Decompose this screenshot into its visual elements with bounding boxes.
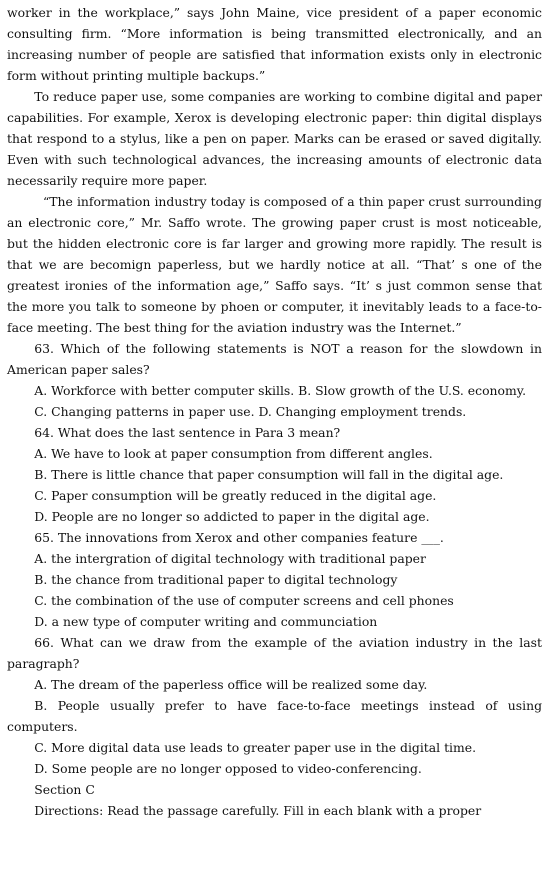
question-option-line: A. We have to look at paper consumption from different angles. [34, 446, 433, 461]
question-option-line: C. the combination of the use of computer screens and cell phones [34, 593, 454, 608]
question-option-line: C. Changing patterns in paper use. D. Changing employment trends. [34, 404, 467, 419]
question-option-line: D. a new type of computer writing and communciation [34, 614, 378, 629]
question-option-line: B. the chance from traditional paper to digital technology [34, 572, 398, 587]
question-stem: 64. What does the last sentence in Para 3 mean? [34, 425, 341, 440]
question-stem: 63. Which of the following statements is NOT a reason for the slowdown in American paper sales? [7, 341, 542, 377]
passage-paragraph-2: To reduce paper use, some companies are working to combine digital and paper capabilities. For example, Xerox is developing electronic paper: thin digital displays that respond to a stylus, like a pen on paper. Marks can be erased or saved digitally. Even with such technological advances, the increasing amounts of electronic data necessarily require more paper. [7, 89, 542, 188]
question-option-line: C. More digital data use leads to greater paper use in the digital time. [34, 740, 477, 755]
question-64 [7, 422, 542, 527]
question-option-line: B. People usually prefer to have face-to-face meetings instead of using computers. [7, 698, 542, 734]
question-stem: 65. The innovations from Xerox and other companies feature ___. [34, 530, 444, 545]
question-stem: 66. What can we draw from the example of the aviation industry in the last paragraph? [7, 635, 542, 671]
question-66 [7, 632, 542, 779]
passage-paragraph-1: worker in the workplace,” says John Maine, vice president of a paper economic consulting firm. “More information is being transmitted electronically, and an increasing number of people are satisfied that information exists only in electronic form without printing multiple backups.” [7, 5, 542, 83]
question-option-line: B. There is little chance that paper consumption will fall in the digital age. [34, 467, 504, 482]
section-title: Section C [34, 782, 95, 797]
question-65 [7, 527, 542, 632]
question-option-line: D. Some people are no longer opposed to video-conferencing. [34, 761, 422, 776]
question-option-line: A. the intergration of digital technology with traditional paper [34, 551, 426, 566]
question-option-line: A. The dream of the paperless office will be realized some day. [34, 677, 428, 692]
question-option-line: D. People are no longer so addicted to paper in the digital age. [34, 509, 430, 524]
passage-paragraph-3: “The information industry today is composed of a thin paper crust surrounding an electronic core,” Mr. Saffo wrote. The growing paper crust is most noticeable, but the hidden electronic core is far larger and growing more rapidly. The result is that we are becomign paperless, but we hardly notice at all. “That’ s one of the greatest ironies of the information age,” Saffo says. “It’ s just common sense that the more you talk to someone by phoen or computer, it inevitably leads to a face-to-face meeting. The best thing for the aviation industry was the Internet.” [7, 194, 542, 335]
question-63 [7, 338, 542, 422]
question-option-line: C. Paper consumption will be greatly reduced in the digital age. [34, 488, 437, 503]
section-directions: Directions: Read the passage carefully. Fill in each blank with a proper [34, 803, 482, 818]
question-option-line: A. Workforce with better computer skills. B. Slow growth of the U.S. economy. [34, 383, 527, 398]
